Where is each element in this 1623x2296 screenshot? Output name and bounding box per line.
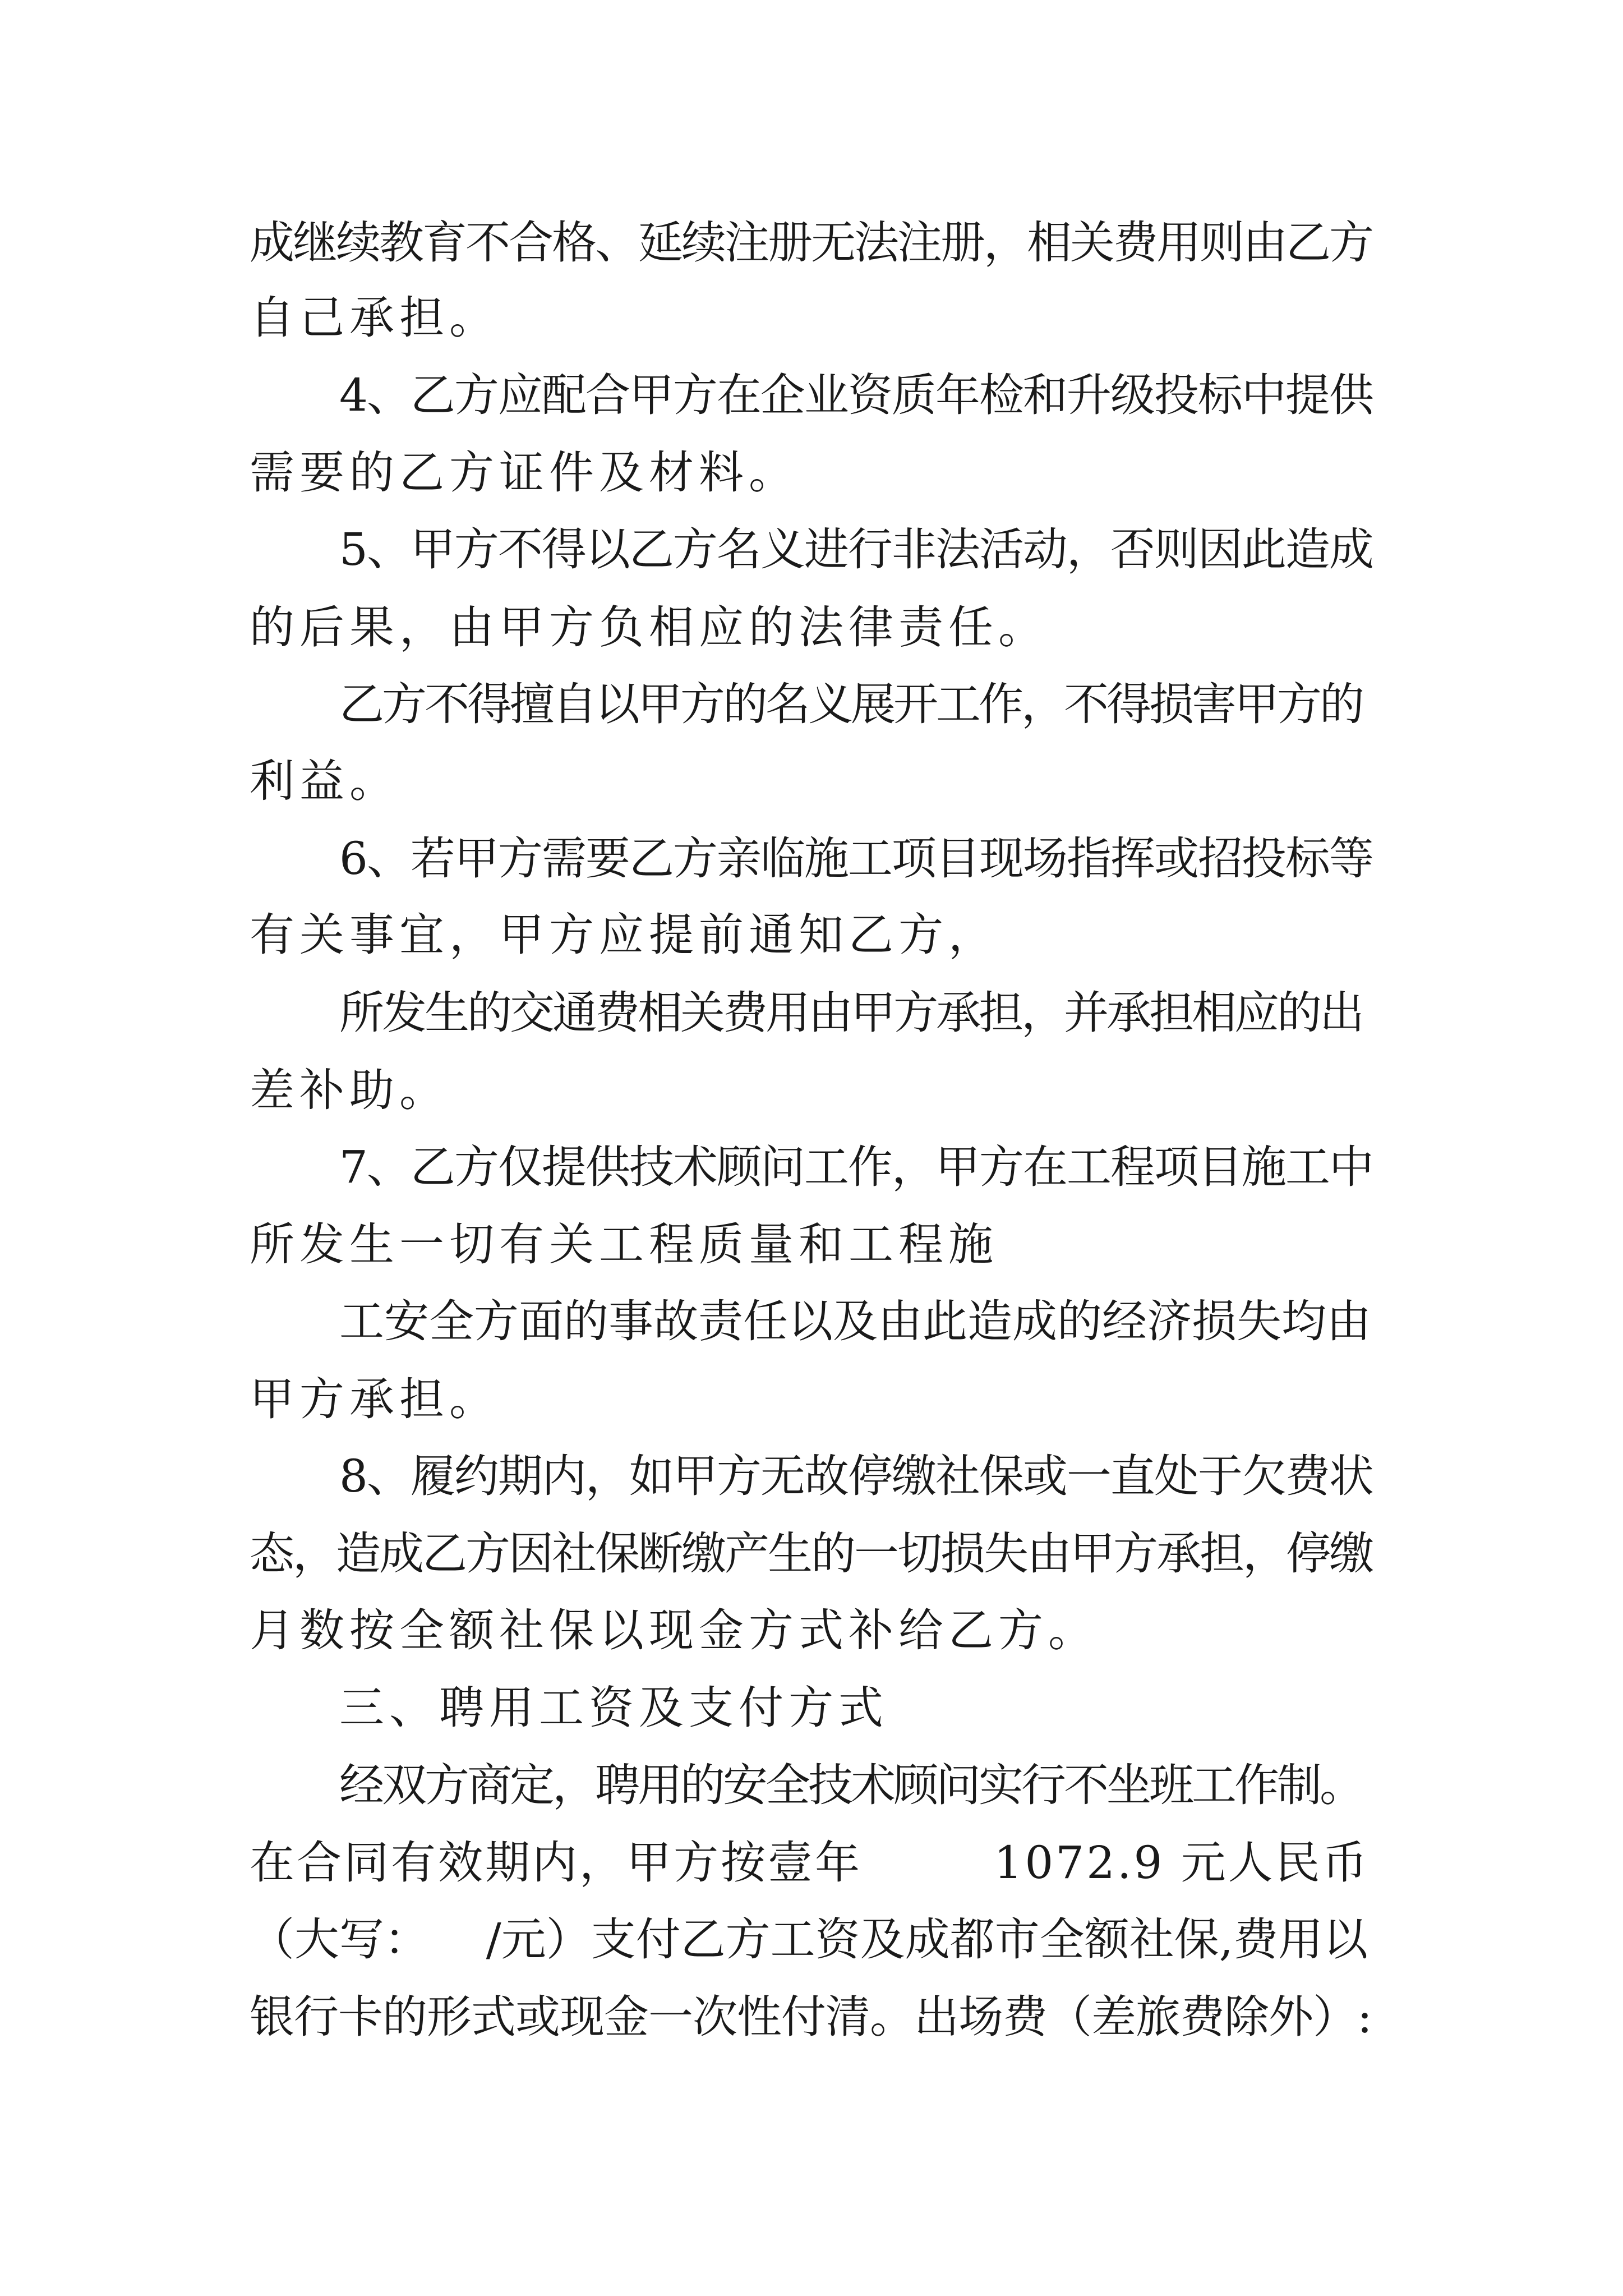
text-line: 需要的乙方证件及材料。 <box>250 447 799 499</box>
text-line: 差补助。 <box>250 1064 449 1116</box>
text-line: 经双方商定，聘用的安全技术顾问实行不坐班工作制。 <box>339 1759 1362 1811</box>
text-line: 5、甲方不得以乙方名义进行非法活动，否则因此造成 <box>339 523 1373 576</box>
text-line: 工安全方面的事故责任以及由此造成的经济损失均由 <box>339 1295 1371 1347</box>
text-line: 有关事宜，甲方应提前通知乙方， <box>250 909 998 961</box>
text-line: 自己承担。 <box>250 292 499 344</box>
text-line: 态，造成乙方因社保断缴产生的一切损失由甲方承担，停缴 <box>250 1527 1372 1580</box>
text-line: 在合同有效期内，甲方按壹年 1072.9 元人民币 <box>250 1837 1370 1889</box>
text-line: 4、乙方应配合甲方在企业资质年检和升级投标中提供 <box>339 369 1373 421</box>
text-line: 所发生一切有关工程质量和工程施 <box>250 1218 998 1271</box>
text-line: 银行卡的形式或现金一次性付清。出场费（差旅费除外）: <box>250 1991 1372 2043</box>
text-line: 月数按全额社保以现金方式补给乙方。 <box>250 1604 1098 1657</box>
text-line: 甲方承担。 <box>250 1373 499 1425</box>
text-line: 8、履约期内，如甲方无故停缴社保或一直处于欠费状 <box>339 1450 1373 1502</box>
text-line: （大写： /元）支付乙方工资及成都市全额社保,费用以 <box>250 1913 1368 1966</box>
text-line: 7、乙方仅提供技术顾问工作，甲方在工程项目施工中 <box>339 1141 1373 1193</box>
section-heading: 三、聘用工资及支付方式 <box>339 1682 888 1734</box>
text-line: 6、若甲方需要乙方亲临施工项目现场指挥或招投标等 <box>339 832 1373 885</box>
text-line: 所发生的交通费相关费用由甲方承担，并承担相应的出 <box>339 987 1362 1039</box>
text-line: 的后果，由甲方负相应的法律责任。 <box>250 601 1048 654</box>
text-line: 成继续教育不合格、延续注册无法注册，相关费用则由乙方 <box>250 217 1372 269</box>
text-line: 乙方不得擅自以甲方的名义展开工作，不得损害甲方的 <box>339 678 1362 730</box>
text-line: 利益。 <box>250 755 399 807</box>
